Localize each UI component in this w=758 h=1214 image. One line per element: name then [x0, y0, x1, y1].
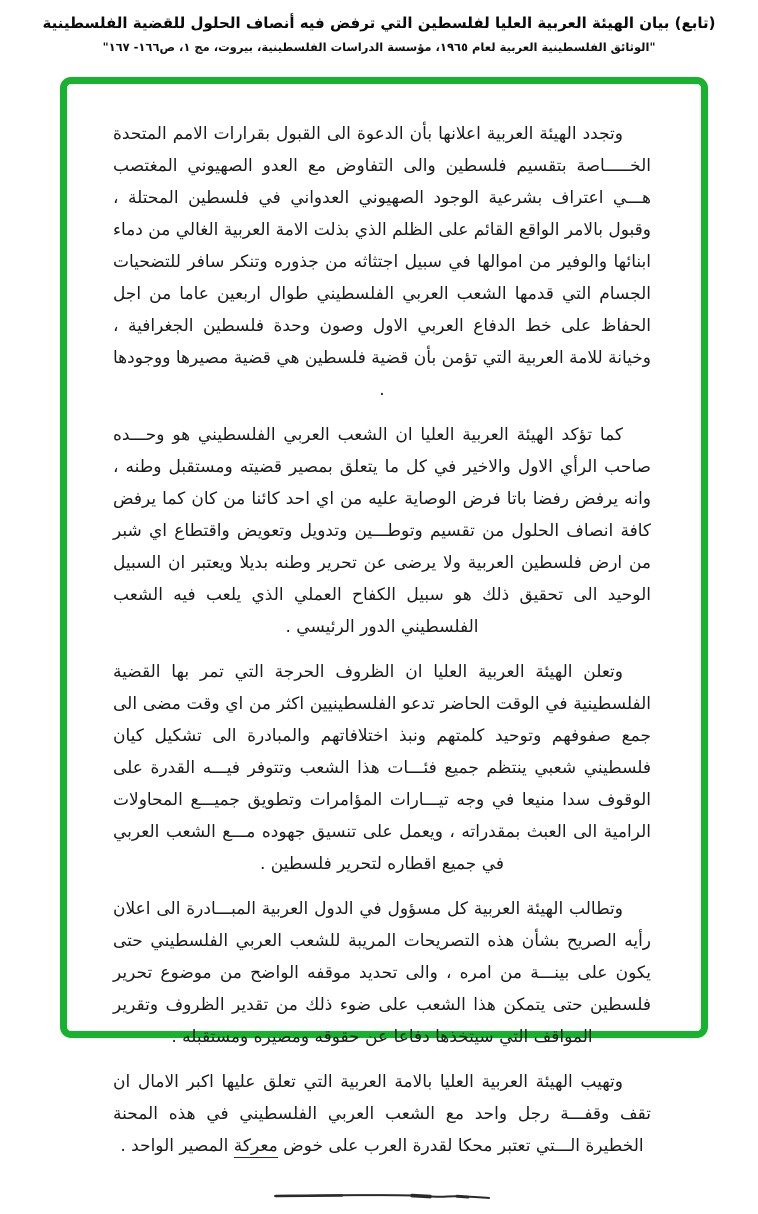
document-body — [67, 84, 701, 1214]
paragraph-1: وتجدد الهيئة العربية اعلانها بأن الدعوة الى القبول بقرارات الامم المتحدة الخـــــاصة بتقسيم فلسطين والى التفاوض مع العدو الصهيوني المغتصب هـــي اعتراف بشرعية الوجود الصهيوني العدواني في فلسطين المحتلة ، وقبول بالامر الواقع القائم على الظلم الذي بذلت الامة العربية الغالي من دماء ابنائها والوفير من اموالها في سبيل اجتثاثه من جذوره وتنكر سافر للتضحيات الجسام التي قدمها الشعب العربي الفلسطيني طوال اربعين عاما من اجل الحفاظ على خط الدفاع العربي الاول وصون وحدة فلسطين الجغرافية ، وخيانة للامة العربية التي تؤمن بأن قضية فلسطين هي قضية مصيرها ووجودها . — [113, 124, 651, 400]
paragraph-3: وتعلن الهيئة العربية العليا ان الظروف الحرجة التي تمر بها القضية الفلسطينية في الوقت الحاضر تدعو الفلسطينيين اكثر من اي وقت مضى الى جمع صفوفهم وتوحيد كلمتهم ونبذ اختلافاتهم والمبادرة الى تشكيل كيان فلسطيني شعبي ينتظم جميع فئـــات هذا الشعب وتتوفر فيـــه القدرة على الوقوف سدا منيعا في وجه تيـــارات المؤامرات وتطويق جميـــع المحاولات الرامية الى العبث بمقدراته ، ويعمل على تنسيق جهوده مـــع الشعب العربي في جميع اقطاره لتحرير فلسطين . — [113, 662, 651, 874]
document-title: (تابع) بيان الهيئة العربية العليا لفلسطين التي ترفض فيه أنصاف الحلول للقضية الفلسطينية — [42, 14, 716, 32]
closing-text-after: المصير الواحد . — [120, 1136, 234, 1156]
closing-rule-container — [113, 1182, 651, 1214]
closing-text-before: وتهيب الهيئة العربية العليا بالامة العربية التي تعلق عليها اكبر الامال ان تقف وقفـــة رجل واحد مع الشعب العربي الفلسطيني في هذه المحنة الخطيرة الـــتي تعتبر محكا لقدرة العرب على خوض — [113, 1072, 651, 1156]
handwritten-rule-icon — [272, 1189, 492, 1203]
paragraph-5 — [113, 1066, 651, 1162]
green-border-frame — [60, 77, 708, 1156]
underlined-word: معركة — [233, 1136, 278, 1156]
paragraph-4: وتطالب الهيئة العربية كل مسؤول في الدول العربية المبـــادرة الى اعلان رأيه الصريح بشأن هذه التصريحات المريبة للشعب العربي الفلسطيني حتى يكون على بينـــة من امره ، والى تحديد موقفه الواضح من موضوع تحرير فلسطين حتى يتمكن هذا الشعب على ضوء ذلك من تقدير الظروف وتقرير المواقف التي سيتخذها دفاعا عن حقوقه ومصيره ومستقبله . — [113, 899, 651, 1047]
paragraph-2: كما تؤكد الهيئة العربية العليا ان الشعب العربي الفلسطيني هو وحـــده صاحب الرأي الاول والاخير في كل ما يتعلق بمصير قضيته ومستقبل وطنه ، وانه يرفض رفضا باتا فرض الوصاية عليه من اي احد كائنا من كان كما يرفض كافة انصاف الحلول من تقسيم وتوطـــين وتدويل وتعويض واقتطاع اي شبر من ارض فلسطين العربية ولا يرضى عن تحرير وطنه بديلا ويعتبر ان السبيل الوحيد الى تحقيق ذلك هو سبيل الكفاح العملي الذي يلعب فيه الشعب الفلسطيني الدور الرئيسي . — [113, 425, 651, 637]
document-source-citation: "الوثائق الفلسطينية العربية لعام ١٩٦٥، مؤسسة الدراسات الفلسطينية، بيروت، مج ١، ص١٦٦- ١٦٧" — [102, 39, 656, 54]
document-header — [0, 0, 758, 54]
